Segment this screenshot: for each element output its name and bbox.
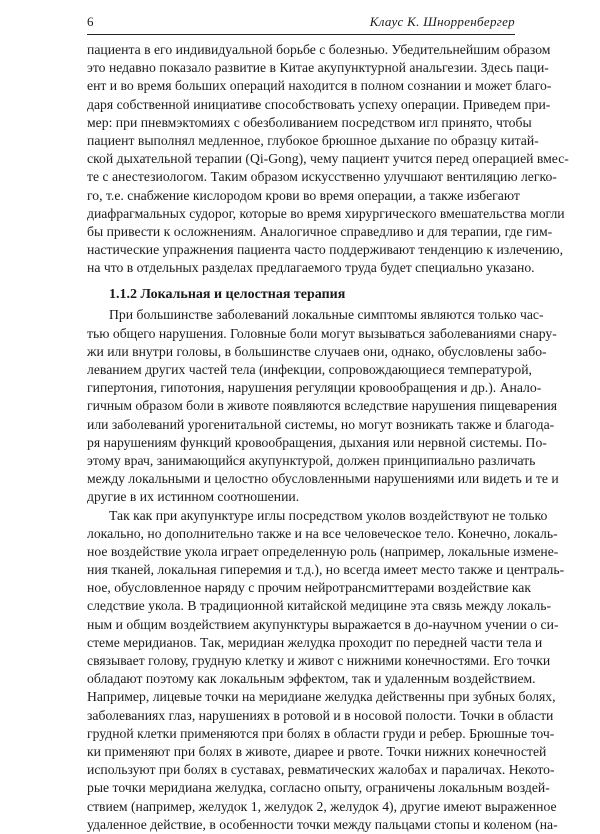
text-line: мер: при пневмэктомиях с обезболиванием посредством игл принято, чтобы xyxy=(87,114,532,130)
text-line: диафрагмальных судорог, которые во время хирургического вмешательства могли xyxy=(87,205,565,221)
paragraph-local-symptoms xyxy=(87,306,559,506)
text-line: стеме меридианов. Так, меридиан желудка проходит по передней части тела и xyxy=(87,634,543,650)
page-number: 6 xyxy=(87,14,94,29)
text-line: удаленное действие, в особенности точки между пальцами стопы и коленом (на- xyxy=(87,816,558,832)
text-line: локально, но дополнительно также и на все человеческое тело. Конечно, локаль- xyxy=(87,525,558,541)
text-line: между локальными и целостно обусловленными нарушениями или видеть и те и xyxy=(87,471,559,487)
text-line: ствием (например, желудок 1, желудок 2, желудок 4), другие имеют выраженное xyxy=(87,798,557,814)
text-line: Например, лицевые точки на меридиане желудка действенны при зубных болях, xyxy=(87,689,556,705)
text-line: связывает голову, грудную клетку и живот с нижними конечностями. Его точки xyxy=(87,653,551,668)
text-line: или заболеваний урогенитальной системы, но могут возникать также и благода- xyxy=(87,416,555,432)
text-line: даря собственной инициативе способствовать успеху операции. Приведем при- xyxy=(87,96,551,112)
text-line: те с анестезиологом. Таким образом искусственно улучшают вентиляцию легко- xyxy=(87,169,557,185)
body-text xyxy=(87,41,569,834)
text-line: гичным образом боли в животе появляются вследствие нарушения пищеварения xyxy=(87,398,557,414)
text-line: ент и во время больших операций находится в полном сознании и может благо- xyxy=(87,78,552,94)
text-line: ря нарушениям функций кровообращения, дыхания или нервной системы. По- xyxy=(87,434,547,450)
text-line: леванием других частей тела (инфекции, сопровождающиеся температурой, xyxy=(87,362,532,377)
paragraph-meridians xyxy=(87,507,565,834)
text-line: При большинстве заболеваний локальные симптомы являются только час- xyxy=(109,307,544,323)
section-heading: 1.1.2 Локальная и целостная терапия xyxy=(109,287,346,303)
text-line: ки применяют при болях в животе, диарее и рвоте. Точки нижних конечностей xyxy=(87,743,547,759)
text-line: тью общего нарушения. Головные боли могут вызываться заболеваниями снару- xyxy=(87,325,557,341)
text-line: Так как при акупунктуре иглы посредством уколов воздействуют не только xyxy=(109,507,548,523)
text-line: обладают поэтому как локальным эффектом, так и удаленным воздействием. xyxy=(87,671,536,687)
text-line: это недавно показало развитие в Китае акупунктурной анальгезии. Здесь паци- xyxy=(87,60,549,76)
header-rule xyxy=(87,34,515,35)
text-line: жи или внутри головы, в большинстве случаев они, однако, обусловлены забо- xyxy=(87,343,547,359)
text-line: го, т.е. снабжение кислородом крови во время операции, а также избегают xyxy=(87,187,520,203)
text-line: ния тканей, локальная гиперемия и т.д.), но всегда имеет место также и централь- xyxy=(87,562,565,578)
text-line: на что в отдельных разделах предлагаемого труда будет специально указано. xyxy=(87,260,535,276)
text-line: ное воздействие укола играет определенную роль (например, локальные измене- xyxy=(87,543,559,559)
text-line: следствие укола. В традиционной китайской медицине эта связь между локаль- xyxy=(87,598,552,614)
text-line: бы привести к осложнениям. Аналогичное справедливо и для терапии, где гим- xyxy=(87,223,553,239)
text-line: этому врач, занимающийся акупунктурой, должен принципиально различать xyxy=(87,452,536,468)
text-line: рые точки меридиана желудка, согласно опыту, ограничены локальным воздей- xyxy=(87,780,550,796)
text-line: гипертония, гипотония, нарушения регуляции кровообращения и др.). Анало- xyxy=(87,380,542,396)
text-line: настические упражнения пациента часто поддерживают тенденцию к излечению, xyxy=(87,242,564,258)
text-line: грудной клетки применяются при болях в области груди и ребер. Брюшные точ- xyxy=(87,725,555,741)
paragraph-intro xyxy=(87,41,569,277)
text-line: ным и общим воздействием акупунктуры выражается в до-научном учении о си- xyxy=(87,616,559,632)
running-title: Клаус К. Шнорренбергер xyxy=(369,14,515,29)
text-line: ное, обусловленное наряду с прочим нейротрансмиттерами воздействие как xyxy=(87,580,531,596)
text-line: заболеваниях глаз, нарушениях в ротовой и в носовой полости. Точки в области xyxy=(87,707,554,723)
text-line: пациента в его индивидуальной борьбе с болезнью. Убедительнейшим образом xyxy=(87,42,551,57)
text-line: ской дыхательной терапии (Qi-Gong), чему пациент учится перед операцией вмес- xyxy=(87,151,569,167)
text-line: другие в их истинном соотношении. xyxy=(87,489,300,505)
text-line: пациент выполнял медленное, глубокое брюшное дыхание по образцу китай- xyxy=(87,132,539,148)
page-header xyxy=(87,14,515,30)
text-line: используют при болях в суставах, ревматических жалобах и параличах. Некото- xyxy=(87,762,555,778)
